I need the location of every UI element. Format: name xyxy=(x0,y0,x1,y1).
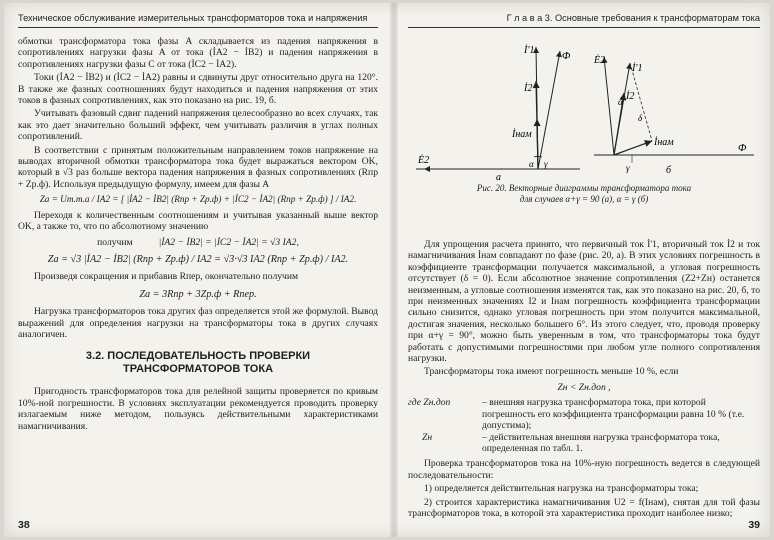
formula-za-1: Za = Uт.т.а / IA2 = [ |İA2 − İB2| (Rпр + Zр.ф) + |İC2 − İA2| (Rпр + Zр.ф) ] / IA2. xyxy=(39,194,357,205)
step-2: 2) строится характеристика намагничивания U2 = f(Iнам), снятая для той фазы трансформаторов тока, в которой эта характеристика проходит наиболее низко; xyxy=(408,496,760,519)
right-page xyxy=(408,3,760,537)
figure-caption xyxy=(408,183,760,204)
label-phi-a: Φ xyxy=(562,50,571,62)
right-paragraph-2: Трансформаторы тока имеют погрешность меньше 10 %, если xyxy=(424,366,679,378)
diagram-a xyxy=(416,44,580,181)
definitions-table xyxy=(408,397,760,454)
left-paragraph-7: Нагрузка трансформаторов тока других фаз определяется этой же формулой. Вывод выражений для определения нагрузки на трансформаторы тока в других случаях аналогичен. xyxy=(18,306,378,340)
label-alpha-a: α xyxy=(529,159,534,169)
formula-row-abs xyxy=(18,237,378,248)
label-i1-prime-a: İ'1 xyxy=(524,45,535,56)
left-page-number: 38 xyxy=(18,518,30,531)
dashed-line-b xyxy=(630,63,652,141)
label-delta-b: δ xyxy=(638,113,643,123)
definition-row xyxy=(408,397,760,431)
definition-row xyxy=(408,432,760,455)
label-a: а xyxy=(496,172,501,181)
left-paragraph-2: Токи (İA2 − İB2) и (İC2 − İA2) равны и сдвинуты друг относительно друга на 120°. В также же фазных соотношениях будут находиться и падения напряжения от этих токов в фазных сопротивлениях, как это показано на рис. 19, б. xyxy=(18,72,378,107)
definition-term: Zн xyxy=(422,431,433,443)
label-phi-b: Φ xyxy=(738,142,747,154)
vector-inam-a xyxy=(537,119,538,169)
step-1: 1) определяется действительная нагрузка на трансформаторы тока; xyxy=(424,483,699,495)
received-label: получим xyxy=(97,236,133,248)
left-paragraph-3: Учитывать фазовый сдвиг падений напряжения целесообразно во всех случаях, так как это дает значительно больший эффект, чем учитывать различия в углах полных сопротивлений. xyxy=(18,108,378,143)
figure-20 xyxy=(408,41,760,237)
vector-phi-a xyxy=(538,51,560,169)
right-paragraph-1: Для упрощения расчета принято, что первичный ток İ'1, вторичный ток İ2 и ток намагничивания İнам совпадают по фазе (рис. 20, а). В этих условиях погрешность в коэффициенте трансформации получается максимальной, а угловая погрешность отсутствует (δ = 0). Если абсолютное значение сопротивления (Z2+Zн) останется неизменным, а угловые соотношения изменятся так, как это показано на рис. 20, б, то при неизменных значениях I2 и Iнам погрешность коэффициента трансформации сильно снизится, однако угловая погрешность при этом получится максимальной, достигая значения, несколько большего 6°. Из этого следует, что, проводя проверку при α+γ = 90°, можно быть уверенным в том, что трансформаторы тока будут работать с допустимыми погрешностями при любом угле полного сопротивления нагрузки. xyxy=(408,239,760,365)
formula-za-final: Za = 3Rпр + 3Zр.ф + Rпер. xyxy=(139,288,257,300)
label-i2-b: İ2 xyxy=(626,91,635,102)
right-page-number: 39 xyxy=(748,518,760,531)
label-gamma-a: γ xyxy=(544,159,548,169)
label-i2-a: İ2 xyxy=(524,83,533,94)
left-running-head: Техническое обслуживание измерительных трансформаторов тока и напряжения xyxy=(18,3,378,28)
diagram-b xyxy=(593,54,754,176)
definition-desc: – внешняя нагрузка трансформатора тока, при которой погрешность его коэффициента трансформации равна 10 % (т.е. допустима); xyxy=(482,397,745,432)
label-e2-a: Ė2 xyxy=(418,155,430,166)
book-spread xyxy=(4,3,770,537)
definition-desc: – действительная внешняя нагрузка трансформатора тока, определенная по табл. 1. xyxy=(482,431,720,454)
left-paragraph-1: обмотки трансформатора тока фазы A складывается из падения напряжения в сопротивлениях нагрузки фазы A от тока (İA2 − İB2) и падения напряжения в сопротивлениях нагрузки фазы C от тока (İC2 − İA2). xyxy=(18,36,378,70)
label-inam-a: İнам xyxy=(512,129,532,140)
section-heading-3-2 xyxy=(18,350,378,376)
label-gamma-b: γ xyxy=(626,163,630,173)
left-paragraph-5: Переходя к количественным соотношениям и учитывая указанный выше вектор OK, а также то, что по абсолютному значению xyxy=(18,209,378,233)
vector-diagrams xyxy=(408,41,760,181)
label-b: б xyxy=(666,165,672,176)
left-page-body xyxy=(18,36,378,434)
left-paragraph-6: Произведя сокращения и прибавив Rпер, окончательно получим xyxy=(34,271,299,283)
vector-e2-b xyxy=(604,57,614,155)
formula-za-2: Za = √3 |İA2 − İB2| (Rпр + Zр.ф) / IA2 = √3·√3 IA2 (Rпр + Zр.ф) / IA2. xyxy=(47,253,349,265)
section-heading-line-2: ТРАНСФОРМАТОРОВ ТОКА xyxy=(122,363,274,376)
left-paragraph-8: Пригодность трансформаторов тока для релейной защиты проверяется по кривым 10%-ной погрешности. В условиях эксплуатации рекомендуется проводить проверку излагаемым ниже методом, пользуясь действительными характеристиками намагничивания. xyxy=(18,386,378,432)
label-i1-prime-b: İ'1 xyxy=(632,63,643,74)
figure-caption-line-2: для случаев α+γ = 90 (а), α = γ (б) xyxy=(519,193,649,204)
formula-z-condition: Zн < Zн.доп , xyxy=(557,381,611,393)
figure-caption-line-1: Рис. 20. Векторные диаграммы трансформатора тока xyxy=(476,183,692,193)
vector-inam-b xyxy=(614,141,652,155)
right-page-body xyxy=(408,239,760,521)
definition-term: где Zн.доп xyxy=(408,397,451,409)
label-alpha-b: α xyxy=(618,97,623,107)
book-gutter xyxy=(390,3,398,537)
label-e2-b: Ė2 xyxy=(594,55,606,66)
right-running-head: Г л а в а 3. Основные требования к трансформаторам тока xyxy=(408,3,760,28)
formula-abs-values: |İA2 − İB2| = |İC2 − İA2| = √3 IA2, xyxy=(158,236,299,248)
section-heading-line-1: 3.2. ПОСЛЕДОВАТЕЛЬНОСТЬ ПРОВЕРКИ xyxy=(85,350,311,363)
right-paragraph-3: Проверка трансформаторов тока на 10%-ную погрешность ведется в следующей последовательности: xyxy=(408,458,760,481)
left-paragraph-4: В соответствии с принятым положительным направлением токов напряжение на выводах вторичной обмотки трансформатора тока будет выражаться вектором OK, который в √3 раз больше вектора падения напряжения в фазных сопротивлениях (Rпр + Zр.ф). Используя предыдущую формулу, имеем для фазы A xyxy=(18,144,378,190)
label-inam-b: İнам xyxy=(654,137,674,148)
left-page xyxy=(18,3,378,537)
